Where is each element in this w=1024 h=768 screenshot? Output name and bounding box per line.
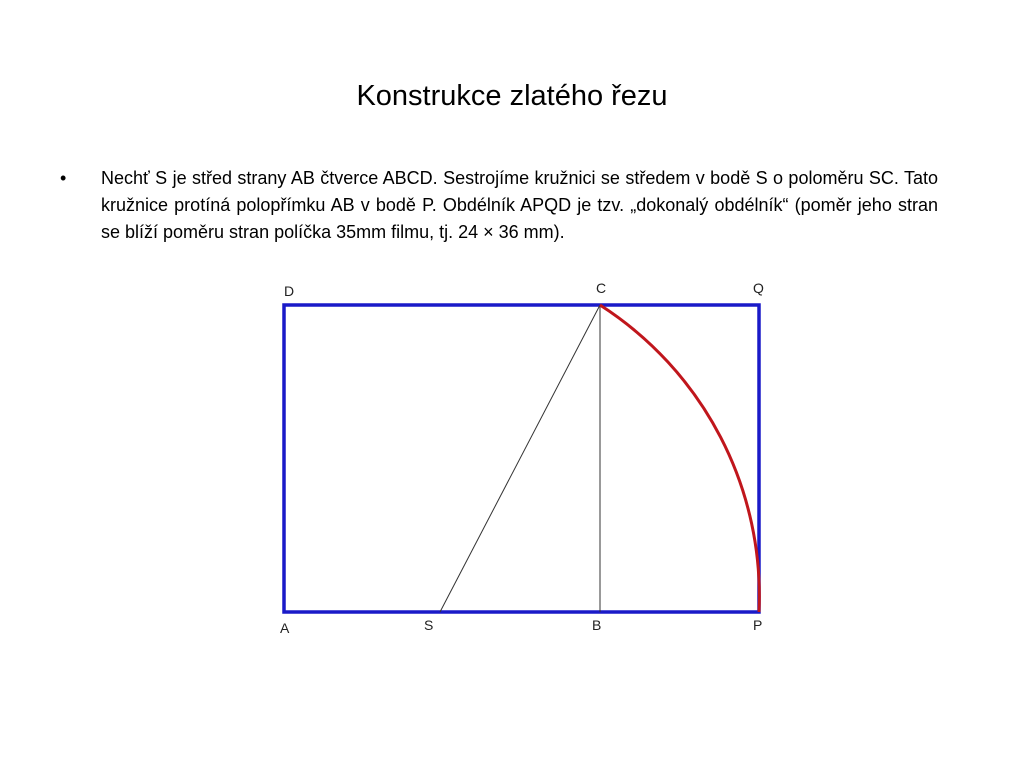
label-point-a: A — [280, 620, 290, 636]
bullet-text: Nechť S je střed strany AB čtverce ABCD. Sestrojíme kružnici se středem v bodě S o poloměru SC. Tato kružnice protíná polopřímku AB v bodě P. Obdélník APQD je tzv. „dokonalý obdélník“ (poměr jeho stran se blíží poměru stran políčka 35mm filmu, tj. 24 × 36 mm). — [101, 168, 938, 242]
construction-diagram — [270, 272, 780, 642]
label-point-b: B — [592, 617, 602, 633]
label-point-d: D — [284, 283, 295, 299]
segment-sc — [440, 305, 600, 612]
arc-cp — [600, 305, 759, 612]
slide-title: Konstrukce zlatého řezu — [356, 80, 668, 112]
label-point-s: S — [424, 617, 434, 633]
bullet-dot: • — [60, 168, 67, 188]
rectangle-apqd — [284, 305, 759, 612]
golden-ratio-figure — [270, 272, 780, 642]
label-point-p: P — [753, 617, 763, 633]
label-point-c: C — [596, 280, 607, 296]
label-point-q: Q — [753, 280, 764, 296]
